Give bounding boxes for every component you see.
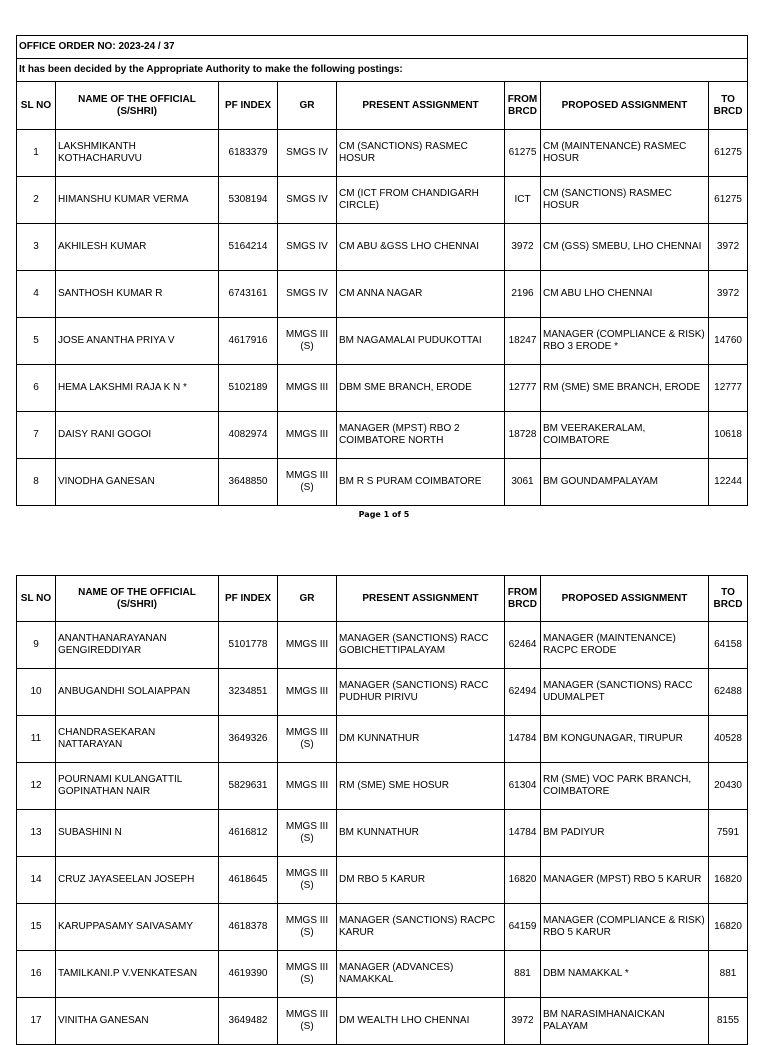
- cell-gr: MMGS III (S): [278, 459, 337, 506]
- cell-sl-no: 9: [17, 622, 56, 669]
- cell-sl-no: 16: [17, 951, 56, 998]
- cell-sl-no: 17: [17, 998, 56, 1045]
- cell-proposed-assignment: BM GOUNDAMPALAYAM: [541, 459, 709, 506]
- cell-name: SUBASHINI N: [56, 810, 219, 857]
- cell-from-brcd: ICT: [505, 177, 541, 224]
- cell-from-brcd: 62494: [505, 669, 541, 716]
- cell-present-assignment: MANAGER (SANCTIONS) RACPC KARUR: [337, 904, 505, 951]
- cell-to-brcd: 14760: [709, 318, 748, 365]
- header-from-brcd: FROM BRCD: [505, 82, 541, 130]
- table-body-1: [17, 130, 748, 506]
- cell-gr: SMGS IV: [278, 177, 337, 224]
- cell-gr: MMGS III: [278, 622, 337, 669]
- cell-pf-index: 3234851: [219, 669, 278, 716]
- cell-to-brcd: 40528: [709, 716, 748, 763]
- cell-from-brcd: 881: [505, 951, 541, 998]
- cell-present-assignment: DM WEALTH LHO CHENNAI: [337, 998, 505, 1045]
- cell-present-assignment: BM NAGAMALAI PUDUKOTTAI: [337, 318, 505, 365]
- header-to-brcd: TO BRCD: [709, 576, 748, 622]
- cell-sl-no: 6: [17, 365, 56, 412]
- cell-proposed-assignment: CM (GSS) SMEBU, LHO CHENNAI: [541, 224, 709, 271]
- cell-proposed-assignment: MANAGER (COMPLIANCE & RISK) RBO 5 KARUR: [541, 904, 709, 951]
- cell-gr: MMGS III: [278, 763, 337, 810]
- cell-sl-no: 1: [17, 130, 56, 177]
- cell-present-assignment: DBM SME BRANCH, ERODE: [337, 365, 505, 412]
- cell-proposed-assignment: BM KONGUNAGAR, TIRUPUR: [541, 716, 709, 763]
- cell-sl-no: 13: [17, 810, 56, 857]
- table-row: [17, 365, 748, 412]
- cell-proposed-assignment: MANAGER (SANCTIONS) RACC UDUMALPET: [541, 669, 709, 716]
- cell-from-brcd: 2196: [505, 271, 541, 318]
- cell-name: CRUZ JAYASEELAN JOSEPH: [56, 857, 219, 904]
- cell-pf-index: 5308194: [219, 177, 278, 224]
- cell-present-assignment: MANAGER (MPST) RBO 2 COIMBATORE NORTH: [337, 412, 505, 459]
- cell-proposed-assignment: CM (SANCTIONS) RASMEC HOSUR: [541, 177, 709, 224]
- cell-sl-no: 14: [17, 857, 56, 904]
- cell-gr: SMGS IV: [278, 130, 337, 177]
- table-row: [17, 810, 748, 857]
- cell-present-assignment: CM (ICT FROM CHANDIGARH CIRCLE): [337, 177, 505, 224]
- cell-pf-index: 5101778: [219, 622, 278, 669]
- table-row: [17, 857, 748, 904]
- cell-present-assignment: DM KUNNATHUR: [337, 716, 505, 763]
- cell-to-brcd: 62488: [709, 669, 748, 716]
- cell-name: SANTHOSH KUMAR R: [56, 271, 219, 318]
- cell-from-brcd: 3972: [505, 998, 541, 1045]
- cell-sl-no: 10: [17, 669, 56, 716]
- cell-to-brcd: 881: [709, 951, 748, 998]
- order-intro: It has been decided by the Appropriate Authority to make the following postings:: [17, 59, 748, 82]
- cell-from-brcd: 3061: [505, 459, 541, 506]
- cell-pf-index: 5164214: [219, 224, 278, 271]
- cell-to-brcd: 20430: [709, 763, 748, 810]
- cell-pf-index: 6183379: [219, 130, 278, 177]
- cell-name: ANBUGANDHI SOLAIAPPAN: [56, 669, 219, 716]
- table-row: [17, 224, 748, 271]
- cell-present-assignment: RM (SME) SME HOSUR: [337, 763, 505, 810]
- cell-proposed-assignment: RM (SME) VOC PARK BRANCH, COIMBATORE: [541, 763, 709, 810]
- cell-proposed-assignment: MANAGER (MAINTENANCE) RACPC ERODE: [541, 622, 709, 669]
- cell-name: VINODHA GANESAN: [56, 459, 219, 506]
- cell-to-brcd: 64158: [709, 622, 748, 669]
- header-to-brcd: TO BRCD: [709, 82, 748, 130]
- header-gr: GR: [278, 82, 337, 130]
- cell-from-brcd: 18247: [505, 318, 541, 365]
- header-sl-no: SL NO: [17, 82, 56, 130]
- cell-name: HEMA LAKSHMI RAJA K N *: [56, 365, 219, 412]
- cell-gr: MMGS III: [278, 669, 337, 716]
- table-row: [17, 622, 748, 669]
- cell-gr: MMGS III (S): [278, 716, 337, 763]
- cell-name: LAKSHMIKANTH KOTHACHARUVU: [56, 130, 219, 177]
- header-present-assignment: PRESENT ASSIGNMENT: [337, 82, 505, 130]
- cell-sl-no: 4: [17, 271, 56, 318]
- cell-gr: MMGS III (S): [278, 904, 337, 951]
- table-row: [17, 459, 748, 506]
- cell-from-brcd: 61275: [505, 130, 541, 177]
- postings-table-page-1: [16, 35, 748, 506]
- cell-proposed-assignment: MANAGER (COMPLIANCE & RISK) RBO 3 ERODE *: [541, 318, 709, 365]
- cell-sl-no: 15: [17, 904, 56, 951]
- cell-from-brcd: 3972: [505, 224, 541, 271]
- cell-pf-index: 4616812: [219, 810, 278, 857]
- cell-from-brcd: 14784: [505, 810, 541, 857]
- header-proposed-assignment: PROPOSED ASSIGNMENT: [541, 576, 709, 622]
- cell-pf-index: 4618378: [219, 904, 278, 951]
- cell-present-assignment: CM ANNA NAGAR: [337, 271, 505, 318]
- cell-proposed-assignment: BM VEERAKERALAM, COIMBATORE: [541, 412, 709, 459]
- cell-gr: MMGS III (S): [278, 951, 337, 998]
- cell-gr: MMGS III (S): [278, 810, 337, 857]
- cell-pf-index: 5102189: [219, 365, 278, 412]
- cell-name: CHANDRASEKARAN NATTARAYAN: [56, 716, 219, 763]
- cell-gr: MMGS III: [278, 365, 337, 412]
- cell-proposed-assignment: CM ABU LHO CHENNAI: [541, 271, 709, 318]
- table-row: [17, 998, 748, 1045]
- cell-name: ANANTHANARAYANAN GENGIREDDIYAR: [56, 622, 219, 669]
- cell-present-assignment: MANAGER (SANCTIONS) RACC GOBICHETTIPALAYAM: [337, 622, 505, 669]
- table-row: [17, 716, 748, 763]
- table-row: [17, 763, 748, 810]
- cell-to-brcd: 16820: [709, 857, 748, 904]
- cell-pf-index: 3649482: [219, 998, 278, 1045]
- cell-from-brcd: 12777: [505, 365, 541, 412]
- header-pf-index: PF INDEX: [219, 82, 278, 130]
- header-present-assignment: PRESENT ASSIGNMENT: [337, 576, 505, 622]
- cell-present-assignment: CM (SANCTIONS) RASMEC HOSUR: [337, 130, 505, 177]
- header-name: NAME OF THE OFFICIAL (S/SHRI): [56, 82, 219, 130]
- table-row: [17, 271, 748, 318]
- cell-sl-no: 7: [17, 412, 56, 459]
- postings-table-page-2: [16, 575, 748, 1045]
- header-name: NAME OF THE OFFICIAL (S/SHRI): [56, 576, 219, 622]
- cell-pf-index: 3648850: [219, 459, 278, 506]
- cell-sl-no: 8: [17, 459, 56, 506]
- cell-present-assignment: BM KUNNATHUR: [337, 810, 505, 857]
- table-row: [17, 951, 748, 998]
- cell-proposed-assignment: DBM NAMAKKAL *: [541, 951, 709, 998]
- cell-to-brcd: 10618: [709, 412, 748, 459]
- table-body-2: [17, 622, 748, 1045]
- cell-to-brcd: 61275: [709, 177, 748, 224]
- cell-name: TAMILKANI.P V.VENKATESAN: [56, 951, 219, 998]
- page-number: Page 1 of 5: [358, 510, 410, 519]
- cell-name: AKHILESH KUMAR: [56, 224, 219, 271]
- table-row: [17, 904, 748, 951]
- cell-pf-index: 6743161: [219, 271, 278, 318]
- cell-to-brcd: 16820: [709, 904, 748, 951]
- table-row: [17, 318, 748, 365]
- cell-pf-index: 4618645: [219, 857, 278, 904]
- cell-sl-no: 11: [17, 716, 56, 763]
- cell-to-brcd: 3972: [709, 271, 748, 318]
- cell-to-brcd: 12777: [709, 365, 748, 412]
- cell-to-brcd: 3972: [709, 224, 748, 271]
- header-from-brcd: FROM BRCD: [505, 576, 541, 622]
- cell-from-brcd: 18728: [505, 412, 541, 459]
- cell-present-assignment: BM R S PURAM COIMBATORE: [337, 459, 505, 506]
- cell-gr: MMGS III (S): [278, 857, 337, 904]
- cell-name: JOSE ANANTHA PRIYA V: [56, 318, 219, 365]
- cell-gr: SMGS IV: [278, 271, 337, 318]
- cell-to-brcd: 8155: [709, 998, 748, 1045]
- cell-to-brcd: 12244: [709, 459, 748, 506]
- cell-proposed-assignment: MANAGER (MPST) RBO 5 KARUR: [541, 857, 709, 904]
- cell-name: VINITHA GANESAN: [56, 998, 219, 1045]
- cell-present-assignment: MANAGER (ADVANCES) NAMAKKAL: [337, 951, 505, 998]
- header-pf-index: PF INDEX: [219, 576, 278, 622]
- cell-pf-index: 4617916: [219, 318, 278, 365]
- cell-proposed-assignment: RM (SME) SME BRANCH, ERODE: [541, 365, 709, 412]
- cell-name: HIMANSHU KUMAR VERMA: [56, 177, 219, 224]
- cell-from-brcd: 64159: [505, 904, 541, 951]
- cell-pf-index: 5829631: [219, 763, 278, 810]
- cell-sl-no: 5: [17, 318, 56, 365]
- cell-present-assignment: MANAGER (SANCTIONS) RACC PUDHUR PIRIVU: [337, 669, 505, 716]
- cell-name: POURNAMI KULANGATTIL GOPINATHAN NAIR: [56, 763, 219, 810]
- header-sl-no: SL NO: [17, 576, 56, 622]
- cell-gr: SMGS IV: [278, 224, 337, 271]
- header-gr: GR: [278, 576, 337, 622]
- cell-from-brcd: 61304: [505, 763, 541, 810]
- cell-present-assignment: CM ABU &GSS LHO CHENNAI: [337, 224, 505, 271]
- cell-name: KARUPPASAMY SAIVASAMY: [56, 904, 219, 951]
- cell-to-brcd: 61275: [709, 130, 748, 177]
- cell-to-brcd: 7591: [709, 810, 748, 857]
- cell-name: DAISY RANI GOGOI: [56, 412, 219, 459]
- cell-gr: MMGS III (S): [278, 998, 337, 1045]
- header-proposed-assignment: PROPOSED ASSIGNMENT: [541, 82, 709, 130]
- cell-from-brcd: 14784: [505, 716, 541, 763]
- cell-sl-no: 12: [17, 763, 56, 810]
- cell-pf-index: 3649326: [219, 716, 278, 763]
- cell-pf-index: 4619390: [219, 951, 278, 998]
- cell-proposed-assignment: CM (MAINTENANCE) RASMEC HOSUR: [541, 130, 709, 177]
- cell-gr: MMGS III: [278, 412, 337, 459]
- cell-from-brcd: 16820: [505, 857, 541, 904]
- cell-from-brcd: 62464: [505, 622, 541, 669]
- table-row: [17, 130, 748, 177]
- cell-gr: MMGS III (S): [278, 318, 337, 365]
- table-row: [17, 177, 748, 224]
- cell-sl-no: 2: [17, 177, 56, 224]
- table-row: [17, 669, 748, 716]
- cell-present-assignment: DM RBO 5 KARUR: [337, 857, 505, 904]
- cell-proposed-assignment: BM NARASIMHANAICKAN PALAYAM: [541, 998, 709, 1045]
- office-order-title: OFFICE ORDER NO: 2023-24 / 37: [17, 36, 748, 59]
- cell-proposed-assignment: BM PADIYUR: [541, 810, 709, 857]
- cell-sl-no: 3: [17, 224, 56, 271]
- table-row: [17, 412, 748, 459]
- cell-pf-index: 4082974: [219, 412, 278, 459]
